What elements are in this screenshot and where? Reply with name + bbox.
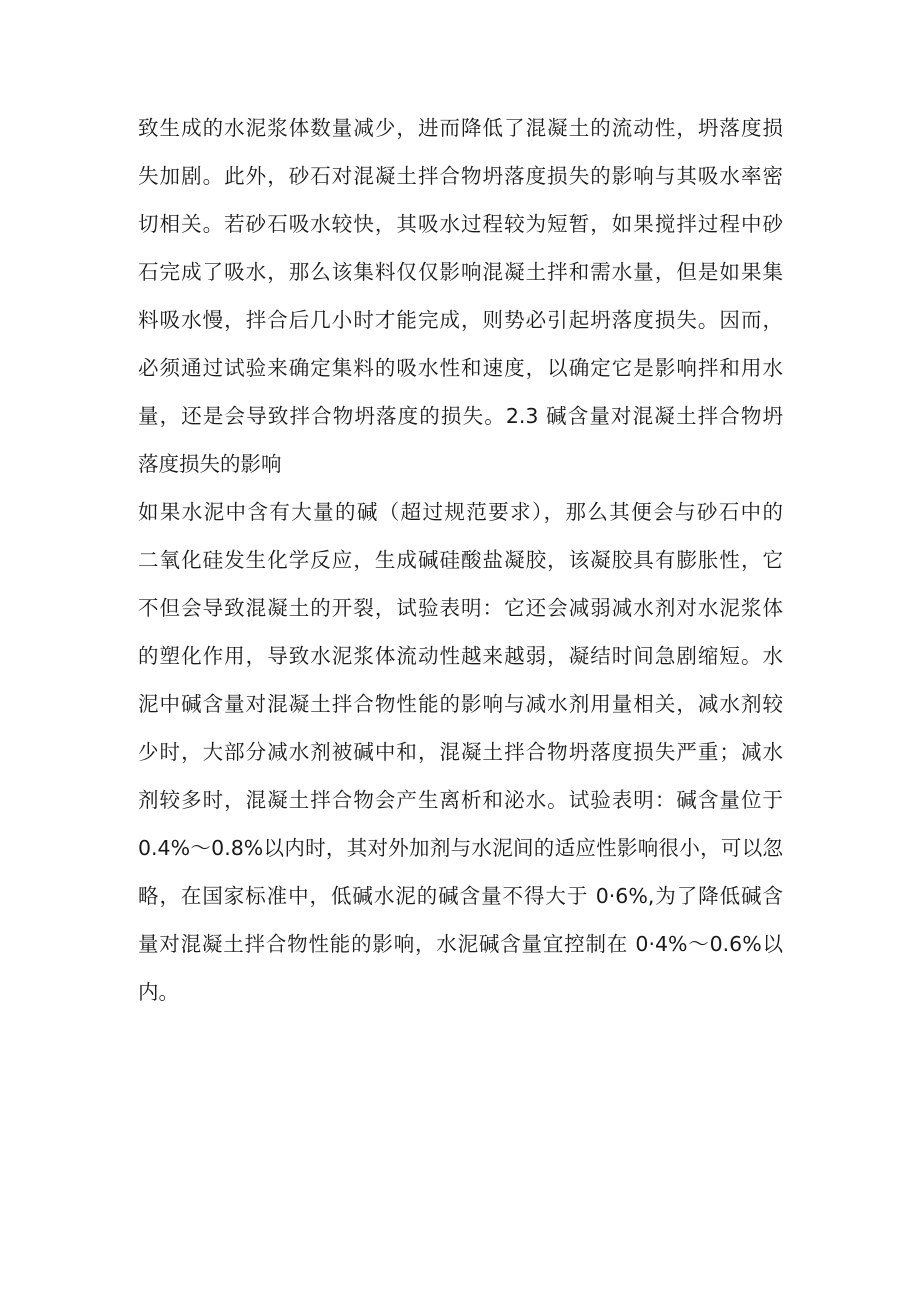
text-line: 量对混凝土拌合物性能的影响，水泥碱含量宜控制在 0·4%～0.6%以 bbox=[138, 932, 783, 956]
text-line: 0.4%～0.8%以内时，其对外加剂与水泥间的适应性影响很小，可以忽 bbox=[138, 836, 783, 860]
text-line: 失加剧。此外，砂石对混凝土拌合物坍落度损失的影响与其吸水率密 bbox=[138, 164, 783, 188]
text-line: 必须通过试验来确定集料的吸水性和速度，以确定它是影响拌和用水 bbox=[138, 356, 783, 380]
text-line: 略，在国家标准中，低碱水泥的碱含量不得大于 0·6%,为了降低碱含 bbox=[138, 884, 783, 908]
paragraph-1 bbox=[138, 104, 783, 488]
text-line: 量，还是会导致拌合物坍落度的损失。2.3 碱含量对混凝土拌合物坍 bbox=[138, 404, 783, 428]
text-line: 石完成了吸水，那么该集料仅仅影响混凝土拌和需水量，但是如果集 bbox=[138, 260, 783, 284]
text-line: 泥中碱含量对混凝土拌合物性能的影响与减水剂用量相关，减水剂较 bbox=[138, 692, 783, 716]
text-line: 致生成的水泥浆体数量减少，进而降低了混凝土的流动性，坍落度损 bbox=[138, 116, 783, 140]
text-line: 切相关。若砂石吸水较快，其吸水过程较为短暂，如果搅拌过程中砂 bbox=[138, 212, 783, 236]
text-line: 的塑化作用，导致水泥浆体流动性越来越弱，凝结时间急剧缩短。水 bbox=[138, 644, 783, 668]
text-line: 剂较多时，混凝土拌合物会产生离析和泌水。试验表明：碱含量位于 bbox=[138, 788, 783, 812]
text-line: 内。 bbox=[138, 980, 179, 1004]
text-line: 落度损失的影响 bbox=[138, 452, 282, 476]
text-line: 如果水泥中含有大量的碱（超过规范要求），那么其便会与砂石中的 bbox=[138, 500, 783, 524]
document-body bbox=[138, 104, 783, 1016]
text-line: 二氧化硅发生化学反应，生成碱硅酸盐凝胶，该凝胶具有膨胀性，它 bbox=[138, 548, 783, 572]
text-line: 少时，大部分减水剂被碱中和，混凝土拌合物坍落度损失严重；减水 bbox=[138, 740, 783, 764]
paragraph-2 bbox=[138, 488, 783, 1016]
text-line: 料吸水慢，拌合后几小时才能完成，则势必引起坍落度损失。因而， bbox=[138, 308, 783, 332]
text-line: 不但会导致混凝土的开裂，试验表明：它还会减弱减水剂对水泥浆体 bbox=[138, 596, 783, 620]
